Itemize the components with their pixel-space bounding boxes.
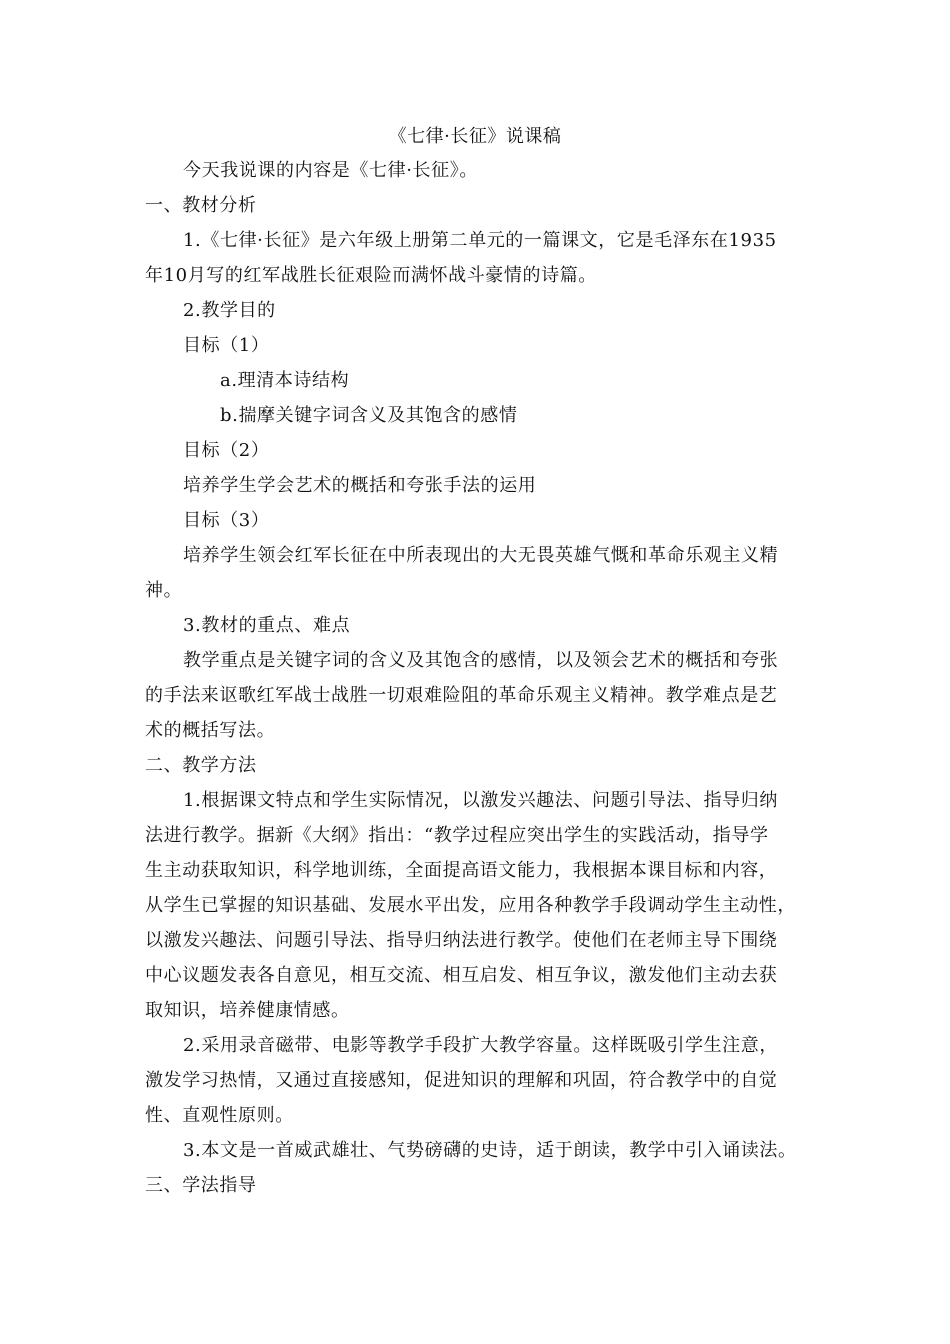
paragraph-line: 的手法来讴歌红军战士战胜一切艰难险阻的革命乐观主义精神。教学难点是艺 [145,685,778,706]
paragraph-line: 法进行教学。据新《大纲》指出：“教学过程应突出学生的实践活动，指导学 [145,825,769,846]
section-heading-materials: 一、教材分析 [145,195,257,216]
paragraph-line: 神。 [145,580,183,601]
paragraph-line: 培养学生学会艺术的概括和夸张手法的运用 [183,475,537,496]
paragraph-line: 术的概括写法。 [145,720,276,741]
paragraph-line: 1.根据课文特点和学生实际情况，以激发兴趣法、问题引导法、指导归纳 [183,790,778,811]
paragraph-line: 激发学习热情，又通过直接感知，促进知识的理解和巩固，符合教学中的自觉 [145,1070,778,1091]
paragraph-line: 生主动获取知识，科学地训练，全面提高语文能力，我根据本课目标和内容， [145,860,778,881]
paragraph-line: 1.《七律·长征》是六年级上册第二单元的一篇课文，它是毛泽东在1935 [183,230,777,251]
paragraph-line: 3.本文是一首威武雄壮、气势磅礴的史诗，适于朗读，教学中引入诵读法。 [183,1140,797,1161]
paragraph-line: 取知识，培养健康情感。 [145,1000,350,1021]
subsection-heading: 3.教材的重点、难点 [183,615,351,636]
section-heading-study: 三、学法指导 [145,1175,257,1196]
paragraph-line: 从学生已掌握的知识基础、发展水平出发，应用各种教学手段调动学生主动性， [145,895,796,916]
goal-label: 目标（2） [183,440,270,461]
paragraph-line: 以激发兴趣法、问题引导法、指导归纳法进行教学。使他们在老师主导下围绕 [145,930,778,951]
paragraph-line: 中心议题发表各自意见，相互交流、相互启发、相互争议，激发他们主动去获 [145,965,778,986]
goal-item: a.理清本诗结构 [220,370,350,391]
goal-label: 目标（1） [183,335,270,356]
paragraph-intro: 今天我说课的内容是《七律·长征》。 [183,160,478,181]
subsection-heading: 2.教学目的 [183,300,276,321]
paragraph-line: 教学重点是关键字词的含义及其饱含的感情，以及领会艺术的概括和夸张 [183,650,779,671]
paragraph-line: 性、直观性原则。 [145,1105,294,1126]
document-title: 《七律·长征》说课稿 [388,126,562,147]
goal-label: 目标（3） [183,510,270,531]
section-heading-methods: 二、教学方法 [145,755,257,776]
paragraph-line: 培养学生领会红军长征在中所表现出的大无畏英雄气慨和革命乐观主义精 [183,545,779,566]
paragraph-line: 年10月写的红军战胜长征艰险而满怀战斗豪情的诗篇。 [145,265,597,286]
paragraph-line: 2.采用录音磁带、电影等教学手段扩大教学容量。这样既吸引学生注意， [183,1035,778,1056]
goal-item: b.揣摩关键字词含义及其饱含的感情 [220,405,518,426]
